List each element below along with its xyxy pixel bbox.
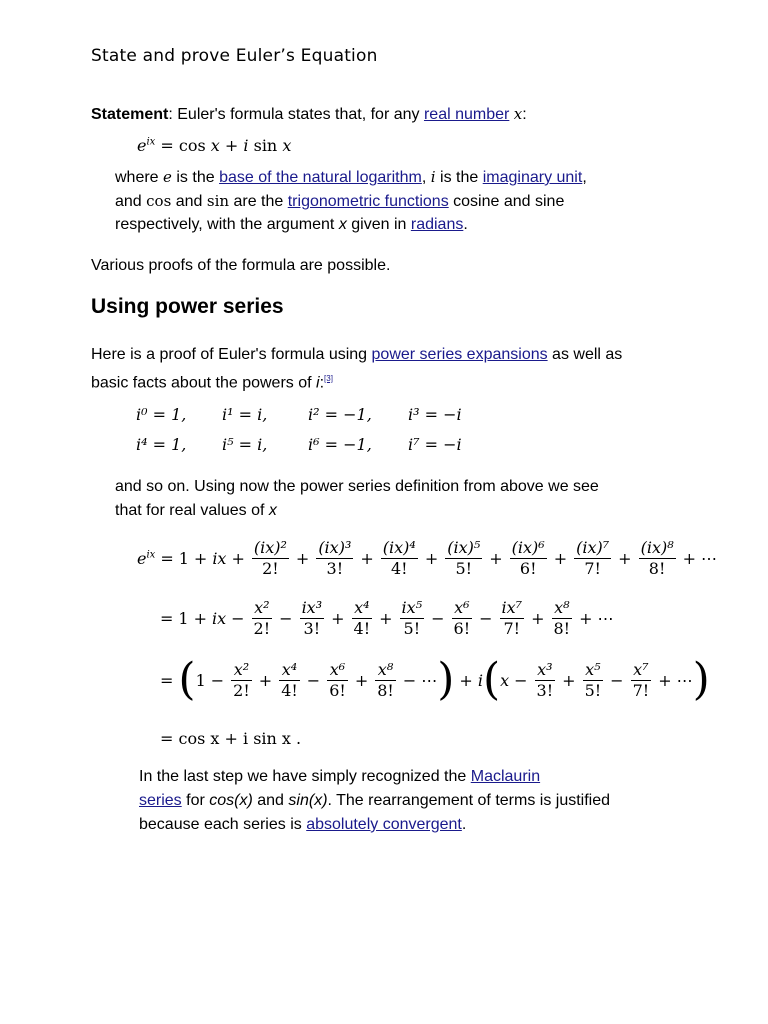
expansion-line-2-terms <box>226 598 574 639</box>
term-denominator: 3! <box>303 619 321 638</box>
and-so-on-line-1: and so on. Using now the power series definition from above we see <box>115 478 599 495</box>
term-numerator: x² <box>231 660 252 681</box>
conclusion-line-3: because each series is absolutely convergent. <box>139 816 467 833</box>
powers-row-1: i⁰ = 1, i¹ = i, i² = −1, i³ = −i <box>136 405 462 424</box>
various-proofs-text: Various proofs of the formula are possible. <box>91 257 391 274</box>
operator: + <box>531 609 545 628</box>
operator: − <box>306 670 321 690</box>
powers-row-2: i⁴ = 1, i⁵ = i, i⁶ = −1, i⁷ = −i <box>136 435 462 454</box>
statement-paragraph <box>91 102 527 127</box>
link-trig-functions[interactable]: trigonometric functions <box>287 193 449 210</box>
link-radians[interactable]: radians <box>410 216 464 233</box>
operator: − <box>431 609 445 628</box>
operator: + <box>360 549 374 568</box>
series-term <box>252 598 273 639</box>
term-numerator: x⁶ <box>452 598 473 619</box>
operator: − <box>479 609 493 628</box>
series-term <box>445 538 482 579</box>
operator: + <box>553 549 568 568</box>
operator: − <box>231 609 245 628</box>
series-term <box>375 660 396 701</box>
series-term <box>535 660 556 701</box>
operator: + <box>562 670 576 690</box>
term-denominator: 4! <box>390 559 408 578</box>
term-numerator: x⁸ <box>375 660 396 681</box>
page-title: State and prove Euler’s Equation <box>91 46 378 66</box>
series-term <box>452 598 473 639</box>
operator: − <box>279 609 293 628</box>
term-denominator: 3! <box>326 559 344 578</box>
term-denominator: 6! <box>519 559 537 578</box>
series-term <box>381 538 418 579</box>
series-term <box>510 538 547 579</box>
expansion-line-3-imag <box>509 660 653 701</box>
term-numerator: (ix)⁵ <box>447 538 481 557</box>
euler-formula: $e^{ix} = \cos x + i$ sin x <box>137 136 292 155</box>
operator: + <box>295 549 310 568</box>
var-x: x <box>513 105 523 123</box>
expansion-line-3-real <box>206 660 398 701</box>
term-denominator: 2! <box>253 619 271 638</box>
series-term <box>327 660 348 701</box>
series-term <box>231 660 252 701</box>
term-numerator: x² <box>252 598 273 619</box>
expansion-line-3: = ( 1 − $\frac{\text{x²}}{2!}$ + $\frac{\text{x⁴}}{4!}$ − $\frac{\text{x⁶}}{6!}$ + $\frac{\text{x⁸}}{8!}$ − ⋯ ) + i ( x − $\frac{\text{x³}}{3!}$ + $\frac{\text{x⁵}}{5!}$ − $\frac{\text{x⁷}}{7!}$ + ⋯ ) <box>160 654 710 705</box>
term-denominator: 8! <box>377 680 394 700</box>
series-term <box>583 660 604 701</box>
expansion-line-4: = cos x + i sin x . <box>160 729 302 748</box>
var-e: e <box>163 168 172 186</box>
where-line-3: respectively, with the argument x given in radians. <box>115 216 468 233</box>
term-numerator: (ix)³ <box>318 538 352 557</box>
statement-colon: : <box>522 106 527 123</box>
term-numerator: ix⁵ <box>401 598 423 617</box>
term-denominator: 7! <box>632 680 650 700</box>
term-denominator: 6! <box>453 619 471 638</box>
term-numerator: x⁸ <box>552 598 573 619</box>
section-heading: Using power series <box>91 295 284 318</box>
operator: + <box>379 609 393 628</box>
term-denominator: 7! <box>584 559 601 578</box>
operator: + <box>331 609 345 628</box>
operator: + <box>618 549 632 568</box>
where-line-2: and cos and sin are the trigonometric functions cosine and sine <box>115 192 565 210</box>
term-denominator: 4! <box>353 619 371 638</box>
series-term <box>574 538 611 579</box>
series-term <box>400 598 425 639</box>
term-denominator: 2! <box>233 680 250 700</box>
and-so-on-line-2: that for real values of x <box>115 502 277 519</box>
statement-label: Statement <box>91 106 169 123</box>
series-term <box>352 598 373 639</box>
cos-symbol: cos <box>146 192 172 210</box>
statement-text: : Euler's formula states that, for any <box>168 106 424 123</box>
operator: + <box>489 549 503 568</box>
intro-line-1: Here is a proof of Euler's formula using power series expansions as well as <box>91 346 623 363</box>
term-denominator: 3! <box>536 680 554 700</box>
term-denominator: 8! <box>648 559 666 578</box>
footnote-link[interactable]: [3] <box>324 374 333 383</box>
term-numerator: (ix)⁶ <box>511 538 545 557</box>
term-numerator: x⁴ <box>352 598 373 619</box>
term-denominator: 5! <box>455 559 473 578</box>
link-real-number[interactable]: real number <box>423 106 510 123</box>
term-denominator: 5! <box>403 619 421 638</box>
var-i: i <box>430 168 436 186</box>
series-term <box>300 598 325 639</box>
expansion-line-1: $e^{ix}$ = 1 + ix + $\frac{\text{(ix)²}}{2!}$ + $\frac{\text{(ix)³}}{3!}$ + $\frac{\text{(ix)⁴}}{4!}$ + $\frac{\text{(ix)⁵}}{5!}$ + $\frac{\text{(ix)⁶}}{6!}$ + $\frac{\text{(ix)⁷}}{7!}$ + $\frac{\text{(ix)⁸}}{8!}$ + ⋯ <box>137 538 718 578</box>
term-numerator: ix⁷ <box>501 598 523 617</box>
operator: − <box>610 670 624 690</box>
term-numerator: x³ <box>535 660 556 681</box>
expansion-line-1-terms <box>226 538 677 579</box>
conclusion-line-2: series for cos(x) and sin(x). The rearrangement of terms is justified <box>139 792 611 809</box>
series-term <box>639 538 676 579</box>
term-denominator: 7! <box>503 619 521 638</box>
term-numerator: ix³ <box>301 598 323 617</box>
series-term <box>631 660 652 701</box>
operator: + <box>258 670 273 690</box>
conclusion-line-1: In the last step we have simply recognized the Maclaurin <box>139 768 541 785</box>
series-term <box>316 538 353 579</box>
intro-line-2: basic facts about the powers of i:[3] <box>91 374 333 392</box>
term-numerator: (ix)⁷ <box>576 538 610 557</box>
expansion-line-2: = 1 + ix − $\frac{\text{x²}}{2!}$ − $\frac{\text{ix³}}{3!}$ + $\frac{\text{x⁴}}{4!}$ + $\frac{\text{ix⁵}}{5!}$ − $\frac{\text{x⁶}}{6!}$ − $\frac{\text{ix⁷}}{7!}$ + $\frac{\text{x⁸}}{8!}$ + ⋯ <box>160 598 614 638</box>
where-line-1: where e is the base of the natural logarithm, i is the imaginary unit, <box>115 168 587 186</box>
operator: − <box>514 670 528 690</box>
link-maclaurin-series-2[interactable]: series <box>139 792 182 809</box>
link-power-series[interactable]: power series expansions <box>371 346 548 363</box>
term-numerator: (ix)⁸ <box>640 538 674 557</box>
term-numerator: x⁷ <box>631 660 652 681</box>
term-denominator: 8! <box>553 619 571 638</box>
series-term <box>500 598 525 639</box>
series-term <box>252 538 289 579</box>
link-base-natural-log[interactable]: base of the natural logarithm <box>219 169 422 186</box>
series-term <box>279 660 300 701</box>
link-absolutely-convergent[interactable]: absolutely convergent <box>306 816 462 833</box>
operator: − <box>210 670 225 690</box>
term-denominator: 6! <box>329 680 346 700</box>
term-numerator: x⁵ <box>583 660 604 681</box>
term-numerator: (ix)⁴ <box>382 538 416 557</box>
term-denominator: 2! <box>262 559 279 578</box>
var-x-italic: x <box>338 216 347 233</box>
operator: + <box>354 670 369 690</box>
term-numerator: x⁶ <box>327 660 348 681</box>
operator: + <box>231 549 245 568</box>
link-maclaurin-series[interactable]: Maclaurin <box>470 768 541 785</box>
operator: + <box>424 549 439 568</box>
term-denominator: 5! <box>584 680 602 700</box>
sin-symbol: sin <box>206 192 230 210</box>
term-numerator: (ix)² <box>253 538 287 557</box>
series-term <box>552 598 573 639</box>
term-denominator: 4! <box>281 680 298 700</box>
link-imaginary-unit[interactable]: imaginary unit <box>482 169 583 186</box>
term-numerator: x⁴ <box>279 660 300 681</box>
